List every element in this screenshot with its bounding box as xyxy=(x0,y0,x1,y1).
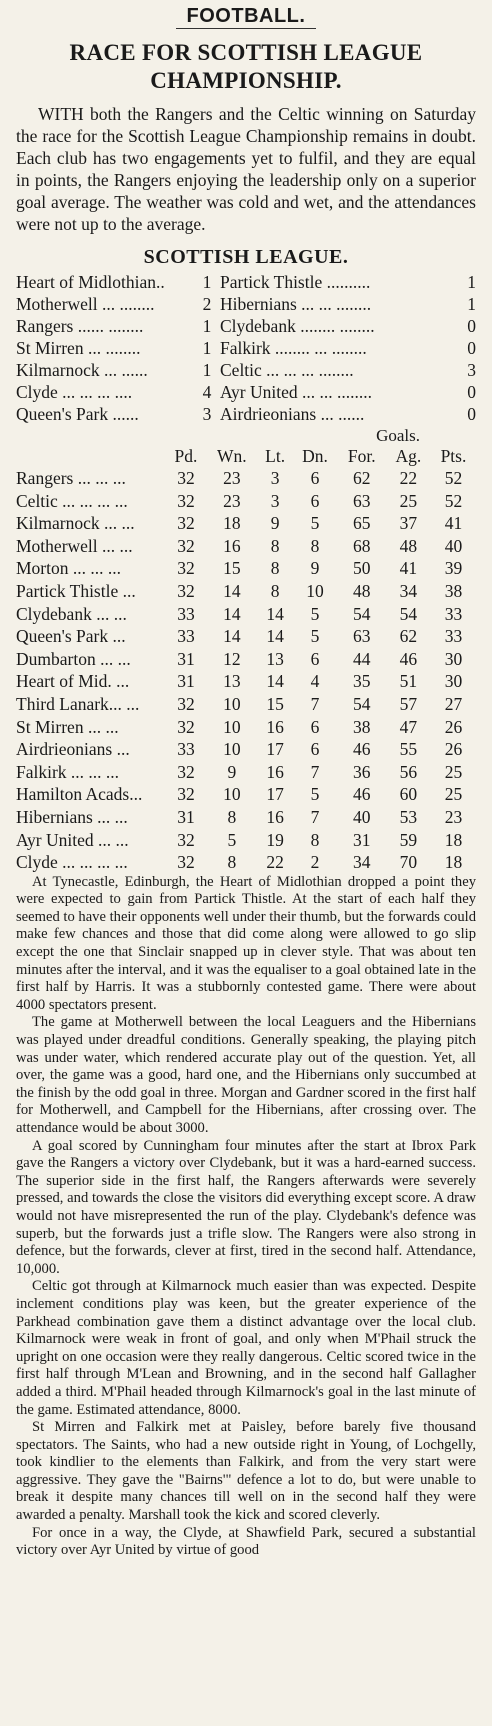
drawn: 10 xyxy=(306,580,324,601)
result-row xyxy=(16,403,476,425)
away-team: Partick Thistle .......... xyxy=(220,272,371,292)
won: 15 xyxy=(223,558,241,579)
goals-for: 54 xyxy=(352,603,371,624)
section-title: FOOTBALL. xyxy=(176,4,316,29)
goals-for: 62 xyxy=(352,468,371,488)
goals-for: 48 xyxy=(352,580,371,601)
standings-row xyxy=(16,738,476,761)
away-score: 0 xyxy=(467,382,476,402)
won: 9 xyxy=(227,761,237,782)
team-name: Third Lanark... ... xyxy=(16,693,140,714)
played: 31 xyxy=(177,671,195,692)
played: 32 xyxy=(177,761,195,782)
points: 33 xyxy=(444,603,463,624)
home-score: 1 xyxy=(202,338,212,358)
column-header: Wn. xyxy=(216,446,247,466)
played: 32 xyxy=(177,784,195,805)
played: 32 xyxy=(177,535,195,556)
points: 52 xyxy=(444,490,463,511)
home-score: 4 xyxy=(202,382,212,402)
points: 23 xyxy=(444,806,463,827)
points: 30 xyxy=(444,648,463,669)
column-header: Lt. xyxy=(265,446,286,466)
standings-row xyxy=(16,557,476,580)
goals-label: Goals. xyxy=(376,426,420,445)
points: 40 xyxy=(444,535,463,556)
team-name: Celtic ... ... ... ... xyxy=(16,490,128,511)
drawn: 2 xyxy=(310,852,320,873)
goals-for: 34 xyxy=(352,852,371,873)
goals-against: 46 xyxy=(399,648,418,669)
goals-against: 22 xyxy=(399,468,418,488)
won: 10 xyxy=(223,716,241,737)
goals-for: 63 xyxy=(352,626,371,647)
team-name: Rangers ... ... ... xyxy=(16,468,126,488)
match-report-paragraph: A goal scored by Cunningham four minutes after the start at Ibrox Park gave the Rangers a victory over Clydebank, but it was a hard-earned success. The superior side in the first half, the Rangers afterwards were severely pressed, and towards the close the visitors did everything except score. A draw would not have misrepresented the run of the play. Clydebank's defence was superb, but the forwards just a trifle slow. The Rangers were also strong in defence, but the forwards, clever at first, tired in the second half. Attendance, 10,000. xyxy=(16,1137,476,1277)
points: 18 xyxy=(444,829,463,850)
points: 18 xyxy=(444,852,463,873)
team-name: Motherwell ... ... xyxy=(16,535,133,556)
match-report-paragraph: Celtic got through at Kilmarnock much easier than was expected. Despite inclement conditions play was keen, but the greater experience of the Parkhead combination gave them a distinct advantage over the local club. Kilmarnock were weak in front of goal, and only when M'Phail struck the upright on one occasion were they really dangerous. Celtic scored twice in the first half through M'Lean and Browning, and in the second half Gallagher added a third. M'Phail headed through Kilmarnock's goal in the last minute of the game. Estimated attendance, 8000. xyxy=(16,1278,476,1418)
column-header: Pts. xyxy=(440,446,467,466)
lost: 16 xyxy=(266,806,284,827)
standings-row xyxy=(16,603,476,626)
standings-row xyxy=(16,716,476,739)
goals-against: 41 xyxy=(399,558,418,579)
lost: 13 xyxy=(266,648,284,669)
drawn: 7 xyxy=(310,761,320,782)
team-name: Heart of Mid. ... xyxy=(16,671,130,692)
team-name: Partick Thistle ... xyxy=(16,580,136,601)
standings-row xyxy=(16,535,476,558)
results-table xyxy=(16,271,476,425)
away-score: 1 xyxy=(467,294,476,314)
goals-against: 60 xyxy=(399,784,418,805)
team-name: Clydebank ... ... xyxy=(16,603,127,624)
drawn: 8 xyxy=(310,829,320,850)
team-name: Morton ... ... ... xyxy=(16,558,121,579)
standings-header-row xyxy=(16,445,476,467)
lost: 14 xyxy=(266,603,284,624)
points: 25 xyxy=(444,784,463,805)
goals-for: 44 xyxy=(352,648,371,669)
match-report-paragraph: St Mirren and Falkirk met at Paisley, before barely five thousand spectators. The Saints, who had a new outside right in Young, of Lochgelly, took kindlier to the elements than Falkirk, and from the very start were aggressive. They gave the "Bairns'" defence a lot to do, but were unable to break it despite many chances till well on in the second half they were awarded a penalty. Marshall took the kick and scored cleverly. xyxy=(16,1419,476,1524)
won: 8 xyxy=(227,806,237,827)
won: 5 xyxy=(227,829,237,850)
away-team: Falkirk ........ ... ........ xyxy=(220,338,367,358)
lost: 14 xyxy=(266,626,284,647)
played: 32 xyxy=(177,716,195,737)
result-row xyxy=(16,359,476,381)
home-team: Heart of Midlothian.. xyxy=(16,272,165,292)
drawn: 8 xyxy=(310,535,320,556)
home-score: 1 xyxy=(202,316,212,336)
drawn: 6 xyxy=(310,739,320,760)
won: 16 xyxy=(223,535,241,556)
drawn: 6 xyxy=(310,716,320,737)
away-team: Hibernians ... ... ........ xyxy=(220,294,372,314)
standings-row xyxy=(16,625,476,648)
result-row xyxy=(16,315,476,337)
goals-against: 47 xyxy=(399,716,418,737)
lost: 22 xyxy=(266,852,284,873)
played: 32 xyxy=(177,580,195,601)
lost: 17 xyxy=(266,784,284,805)
goals-for: 65 xyxy=(352,513,371,534)
lost: 15 xyxy=(266,693,284,714)
points: 25 xyxy=(444,761,463,782)
won: 10 xyxy=(223,784,241,805)
standings-row xyxy=(16,512,476,535)
goals-for: 36 xyxy=(352,761,371,782)
goals-for: 50 xyxy=(352,558,371,579)
goals-for: 40 xyxy=(352,806,371,827)
goals-against: 37 xyxy=(399,513,418,534)
lost: 3 xyxy=(270,490,280,511)
home-team: Motherwell ... ........ xyxy=(16,294,155,314)
goals-against: 54 xyxy=(399,603,418,624)
won: 8 xyxy=(227,852,237,873)
points: 39 xyxy=(444,558,463,579)
column-header: Ag. xyxy=(395,446,422,466)
team-name: Airdrieonians ... xyxy=(16,739,130,760)
standings-row xyxy=(16,467,476,490)
played: 32 xyxy=(177,513,195,534)
standings-row xyxy=(16,783,476,806)
home-team: St Mirren ... ........ xyxy=(16,338,141,358)
won: 10 xyxy=(223,693,241,714)
drawn: 5 xyxy=(310,626,320,647)
drawn: 6 xyxy=(310,490,320,511)
points: 38 xyxy=(444,580,463,601)
team-name: Ayr United ... ... xyxy=(16,829,129,850)
lost: 3 xyxy=(270,468,280,488)
goals-for: 35 xyxy=(352,671,371,692)
lost: 16 xyxy=(266,761,284,782)
goals-for: 54 xyxy=(352,693,371,714)
team-name: St Mirren ... ... xyxy=(16,716,119,737)
column-header: For. xyxy=(347,446,376,466)
away-team: Airdrieonians ... ...... xyxy=(220,404,365,424)
headline-line-1: RACE FOR SCOTTISH LEAGUE xyxy=(69,40,423,65)
team-name: Falkirk ... ... ... xyxy=(16,761,120,782)
goals-against: 62 xyxy=(399,626,418,647)
standings-row xyxy=(16,648,476,671)
played: 31 xyxy=(177,806,195,827)
home-score: 2 xyxy=(202,294,212,314)
league-title: SCOTTISH LEAGUE. xyxy=(143,246,349,268)
standings-row xyxy=(16,851,476,874)
lost: 16 xyxy=(266,716,284,737)
result-row xyxy=(16,271,476,293)
lost: 8 xyxy=(270,535,280,556)
away-team: Ayr United ... ... ........ xyxy=(220,382,372,402)
newspaper-column xyxy=(16,0,476,1560)
goals-for: 68 xyxy=(352,535,371,556)
match-report-paragraph: At Tynecastle, Edinburgh, the Heart of Midlothian dropped a point they were expected to gain from Partick Thistle. At the start of each half they seemed to have their opponents well under their thumb, but the forwards could make few chances and those that did come along were allowed to go slip except the one that Sinclair snapped up in clever style. That was about ten minutes after the interval, and it was the equaliser to a goal obtained late in the first half by Harris. It was a stubbornly contested game. There were about 4000 spectators present. xyxy=(16,873,476,1013)
played: 31 xyxy=(177,648,195,669)
won: 18 xyxy=(223,513,241,534)
goals-against: 70 xyxy=(399,852,418,873)
drawn: 4 xyxy=(310,671,320,692)
drawn: 5 xyxy=(310,513,320,534)
played: 33 xyxy=(177,739,195,760)
team-column-header xyxy=(16,445,166,467)
won: 12 xyxy=(223,648,241,669)
away-team: Clydebank ........ ........ xyxy=(220,316,375,336)
home-team: Rangers ...... ........ xyxy=(16,316,144,336)
match-report-paragraph: For once in a way, the Clyde, at Shawfield Park, secured a substantial victory over Ayr United by virtue of good xyxy=(16,1524,476,1559)
result-row xyxy=(16,337,476,359)
team-name: Hibernians ... ... xyxy=(16,806,128,827)
team-name: Clyde ... ... ... ... xyxy=(16,852,128,873)
points: 26 xyxy=(444,739,463,760)
standings-row xyxy=(16,670,476,693)
points: 26 xyxy=(444,716,463,737)
result-row xyxy=(16,381,476,403)
won: 14 xyxy=(223,580,241,601)
goals-for: 38 xyxy=(352,716,371,737)
played: 32 xyxy=(177,829,195,850)
goals-against: 56 xyxy=(399,761,418,782)
won: 10 xyxy=(223,739,241,760)
away-score: 0 xyxy=(467,316,476,336)
lost: 19 xyxy=(266,829,284,850)
points: 27 xyxy=(444,693,463,714)
headline-line-2: CHAMPIONSHIP. xyxy=(150,68,342,93)
home-team: Queen's Park ...... xyxy=(16,404,139,424)
goals-against: 59 xyxy=(399,829,418,850)
lost: 8 xyxy=(270,580,280,601)
drawn: 5 xyxy=(310,784,320,805)
drawn: 6 xyxy=(310,648,320,669)
away-score: 3 xyxy=(467,360,476,380)
won: 14 xyxy=(223,603,241,624)
played: 33 xyxy=(177,626,195,647)
won: 23 xyxy=(223,490,241,511)
team-name: Kilmarnock ... ... xyxy=(16,513,135,534)
home-score: 1 xyxy=(202,272,212,292)
standings-row xyxy=(16,693,476,716)
goals-against: 34 xyxy=(399,580,418,601)
headline xyxy=(16,39,476,95)
goals-against: 25 xyxy=(399,490,418,511)
team-name: Queen's Park ... xyxy=(16,626,126,647)
points: 52 xyxy=(444,468,463,488)
standings-row xyxy=(16,829,476,852)
goals-for: 46 xyxy=(352,739,371,760)
lost: 9 xyxy=(270,513,280,534)
home-score: 1 xyxy=(202,360,212,380)
drawn: 5 xyxy=(310,603,320,624)
played: 32 xyxy=(177,852,195,873)
home-team: Kilmarnock ... ...... xyxy=(16,360,148,380)
won: 14 xyxy=(223,626,241,647)
away-score: 1 xyxy=(467,272,476,292)
team-name: Hamilton Acads... xyxy=(16,784,143,805)
goals-for: 63 xyxy=(352,490,371,511)
points: 33 xyxy=(444,626,463,647)
column-header: Pd. xyxy=(174,446,198,466)
drawn: 7 xyxy=(310,806,320,827)
match-report-paragraph: The game at Motherwell between the local Leaguers and the Hibernians was played under dreadful conditions. Generally speaking, the playing pitch was under water, which rendered accurate play out of the question. Yet, all over, the game was a good, hard one, and the Hibernians only succumbed at the finish by the odd goal in three. Morgan and Gardner scored in the first half for Motherwell, and Campbell for the Hibernians, after crossing over. The attendance would be about 3000. xyxy=(16,1014,476,1136)
home-team: Clyde ... ... ... .... xyxy=(16,382,133,402)
standings-row xyxy=(16,580,476,603)
played: 32 xyxy=(177,490,195,511)
goals-against: 48 xyxy=(399,535,418,556)
goals-against: 53 xyxy=(399,806,418,827)
played: 33 xyxy=(177,603,195,624)
standings-row xyxy=(16,490,476,513)
played: 32 xyxy=(177,468,195,488)
team-name: Dumbarton ... ... xyxy=(16,648,131,669)
lost: 8 xyxy=(270,558,280,579)
points: 30 xyxy=(444,671,463,692)
standings-row xyxy=(16,806,476,829)
played: 32 xyxy=(177,693,195,714)
standings-table xyxy=(16,445,476,874)
lead-paragraph: WITH both the Rangers and the Celtic winning on Saturday the race for the Scottish League Championship remains in doubt. Each club has two engagements yet to fulfil, and they are equal in points, the Rangers enjoying the leadership only on a superior goal average. The weather was cold and wet, and the attendances were not up to the average. xyxy=(16,104,476,234)
lost: 17 xyxy=(266,739,284,760)
home-score: 3 xyxy=(202,404,212,424)
goals-against: 55 xyxy=(399,739,418,760)
drawn: 7 xyxy=(310,693,320,714)
won: 13 xyxy=(223,671,241,692)
lost: 14 xyxy=(266,671,284,692)
standings-row xyxy=(16,761,476,784)
goals-for: 31 xyxy=(352,829,371,850)
drawn: 6 xyxy=(310,468,320,488)
match-reports xyxy=(16,874,476,1560)
points: 41 xyxy=(444,513,463,534)
away-score: 0 xyxy=(467,338,476,358)
goals-against: 51 xyxy=(399,671,418,692)
away-score: 0 xyxy=(467,404,476,424)
won: 23 xyxy=(223,468,241,488)
goals-for: 46 xyxy=(352,784,371,805)
away-team: Celtic ... ... ... ........ xyxy=(220,360,354,380)
played: 32 xyxy=(177,558,195,579)
column-header: Dn. xyxy=(302,446,328,466)
result-row xyxy=(16,293,476,315)
goals-against: 57 xyxy=(399,693,418,714)
drawn: 9 xyxy=(310,558,320,579)
